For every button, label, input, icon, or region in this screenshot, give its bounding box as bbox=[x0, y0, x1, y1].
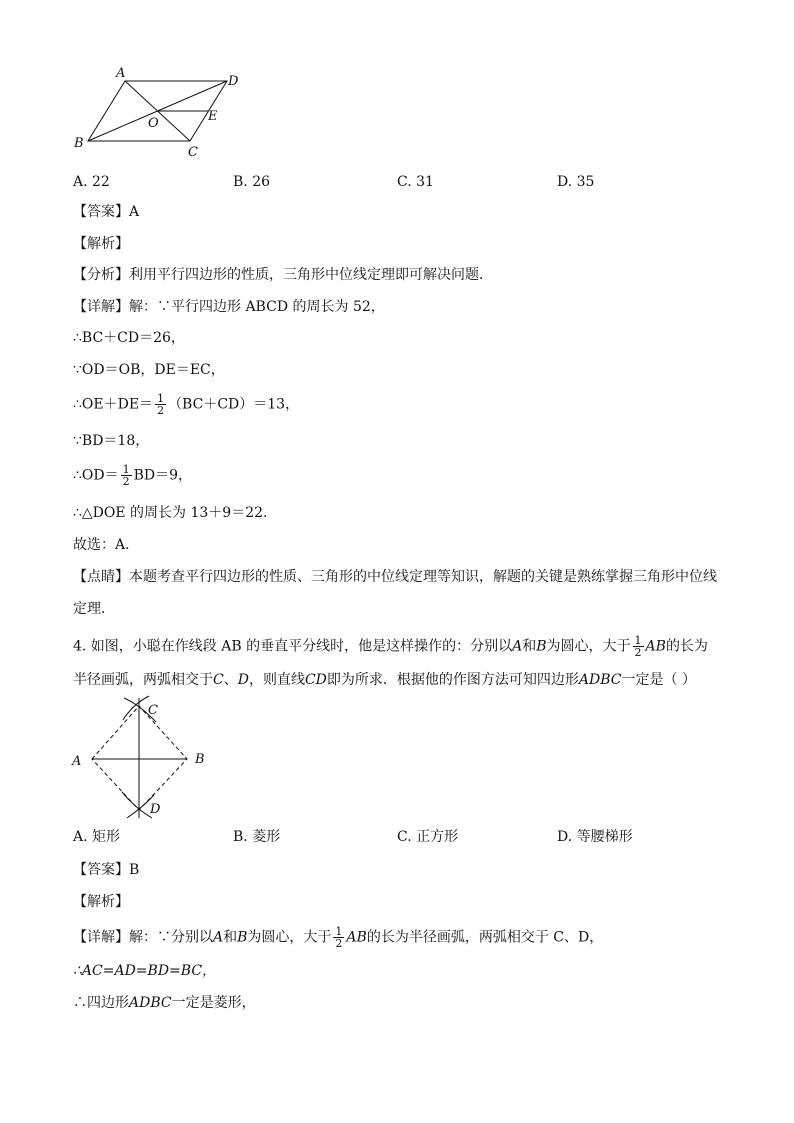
q4-detail-text: 一定是菱形， bbox=[171, 995, 256, 1011]
var-a: A bbox=[512, 638, 523, 655]
frac-den: 2 bbox=[157, 404, 165, 417]
label-c: C bbox=[148, 703, 158, 718]
q4-detail-text: ∴四边形 bbox=[73, 995, 129, 1011]
q3-detail-line5: ∵BD＝18， bbox=[73, 433, 150, 449]
label-d: D bbox=[150, 802, 161, 817]
var-c: C bbox=[213, 672, 224, 688]
q4-text: 一定是（ ） bbox=[621, 672, 696, 688]
dianjing-text: 本题考查平行四边形的性质、三角形的中位线定理等知识，解题的关键是熟练掌握三角形中位线 bbox=[129, 569, 717, 585]
label-a: A bbox=[72, 754, 82, 769]
q4-option-c: C. 正方形 bbox=[397, 829, 459, 845]
q3-fenxi bbox=[73, 266, 493, 284]
frac-den: 2 bbox=[335, 937, 343, 950]
q3-detail-line7: ∴△DOE 的周长为 13＋9＝22. bbox=[73, 505, 268, 521]
var-a: A bbox=[213, 929, 224, 946]
q3-detail-line3: ∵OD＝OB，DE＝EC， bbox=[73, 362, 225, 378]
var-ab: AB bbox=[645, 638, 666, 655]
q3-detail-line2: ∴BC＋CD＝26， bbox=[73, 330, 185, 346]
fraction-half bbox=[333, 926, 344, 949]
label-d: D bbox=[228, 74, 239, 89]
q4-option-a: A. 矩形 bbox=[73, 829, 121, 845]
var-adbc: ADBC bbox=[578, 672, 622, 688]
answer-tag: 【答案】 bbox=[73, 204, 129, 220]
frac-num: 1 bbox=[335, 925, 343, 938]
q4-text: 4. 如图，小聪在作线段 AB 的垂直平分线时，他是这样操作的：分别以 bbox=[73, 638, 513, 655]
q3-option-a: A. 22 bbox=[73, 174, 110, 190]
parallelogram-figure bbox=[66, 64, 256, 164]
q4-text: ，则直线 bbox=[248, 672, 305, 688]
var-b: B bbox=[237, 929, 248, 946]
q4-detail-text: 的长为半径画弧，两弧相交于 C、D， bbox=[366, 929, 604, 946]
q3-dianjing-line1 bbox=[73, 568, 717, 586]
detail-text: 解：∵平行四边形 ABCD 的周长为 52， bbox=[129, 299, 385, 315]
answer-value: A bbox=[129, 204, 140, 220]
label-b: B bbox=[195, 752, 205, 767]
q4-detail-line3 bbox=[73, 994, 256, 1012]
var-cd: CD bbox=[304, 672, 327, 688]
q3-detail-line1 bbox=[73, 298, 385, 316]
q4-text: 即为所求．根据他的作图方法可知四边形 bbox=[326, 672, 579, 688]
construction-figure bbox=[66, 692, 216, 822]
label-e: E bbox=[208, 109, 218, 124]
q4-text: 半径画弧，两弧相交于 bbox=[73, 672, 213, 688]
frac-num: 1 bbox=[122, 463, 130, 476]
line6-post: BD＝9， bbox=[133, 467, 193, 484]
fraction-half bbox=[155, 393, 166, 416]
q4-text: 和 bbox=[522, 638, 537, 655]
frac-den: 2 bbox=[634, 646, 642, 659]
q3-option-c: C. 31 bbox=[397, 174, 434, 190]
q3-answer bbox=[73, 203, 139, 221]
q4-detail-text: 和 bbox=[223, 929, 238, 946]
detail-tag: 【详解】 bbox=[73, 299, 129, 315]
q4-detail-text: 解：∵分别以 bbox=[129, 929, 213, 946]
q4-detail-line1 bbox=[73, 926, 603, 949]
label-o: O bbox=[148, 116, 159, 131]
line4-post: （BC＋CD）＝13， bbox=[168, 396, 300, 413]
q4-text: 为圆心，大于 bbox=[546, 638, 631, 655]
label-b: B bbox=[74, 136, 84, 151]
q3-option-d: D. 35 bbox=[557, 174, 595, 190]
q4-analysis-tag: 【解析】 bbox=[73, 894, 129, 910]
q4-option-b: B. 菱形 bbox=[233, 829, 281, 845]
q3-analysis-tag: 【解析】 bbox=[73, 236, 129, 252]
q4-option-d: D. 等腰梯形 bbox=[557, 829, 633, 845]
line6-pre: ∴OD＝ bbox=[73, 467, 119, 484]
q3-dianjing-line2: 定理． bbox=[73, 601, 115, 617]
var-b: B bbox=[536, 638, 547, 655]
q4-answer bbox=[73, 861, 139, 879]
q4-text: 、 bbox=[223, 672, 238, 688]
q3-detail-line4 bbox=[73, 393, 299, 416]
fenxi-tag: 【分析】 bbox=[73, 267, 129, 283]
frac-num: 1 bbox=[157, 392, 165, 405]
q3-detail-line6 bbox=[73, 464, 192, 487]
dianjing-tag: 【点睛】 bbox=[73, 569, 129, 585]
fenxi-text: 利用平行四边形的性质，三角形中位线定理即可解决问题． bbox=[129, 267, 493, 283]
frac-num: 1 bbox=[634, 634, 642, 647]
q4-detail-text: 为圆心，大于 bbox=[247, 929, 332, 946]
q4-text: 的长为 bbox=[665, 638, 708, 655]
q4-stem-line1 bbox=[73, 635, 708, 658]
q3-detail-line8: 故选：A． bbox=[73, 537, 140, 553]
var-ab: AB bbox=[346, 929, 367, 946]
q4-stem-line2 bbox=[73, 671, 696, 689]
answer-tag: 【答案】 bbox=[73, 862, 129, 878]
fraction-half bbox=[121, 464, 132, 487]
answer-value: B bbox=[129, 862, 140, 878]
label-a: A bbox=[116, 66, 126, 81]
fraction-half bbox=[633, 635, 644, 658]
label-c: C bbox=[188, 145, 198, 160]
frac-den: 2 bbox=[122, 475, 130, 488]
var-d: D bbox=[237, 672, 249, 688]
detail-tag: 【详解】 bbox=[73, 929, 129, 946]
line4-pre: ∴OE＋DE＝ bbox=[73, 396, 154, 413]
var-adbc: ADBC bbox=[129, 995, 172, 1011]
q3-option-b: B. 26 bbox=[233, 174, 271, 190]
q4-detail-line2: ∴AC=AD=BD=BC， bbox=[73, 963, 217, 979]
